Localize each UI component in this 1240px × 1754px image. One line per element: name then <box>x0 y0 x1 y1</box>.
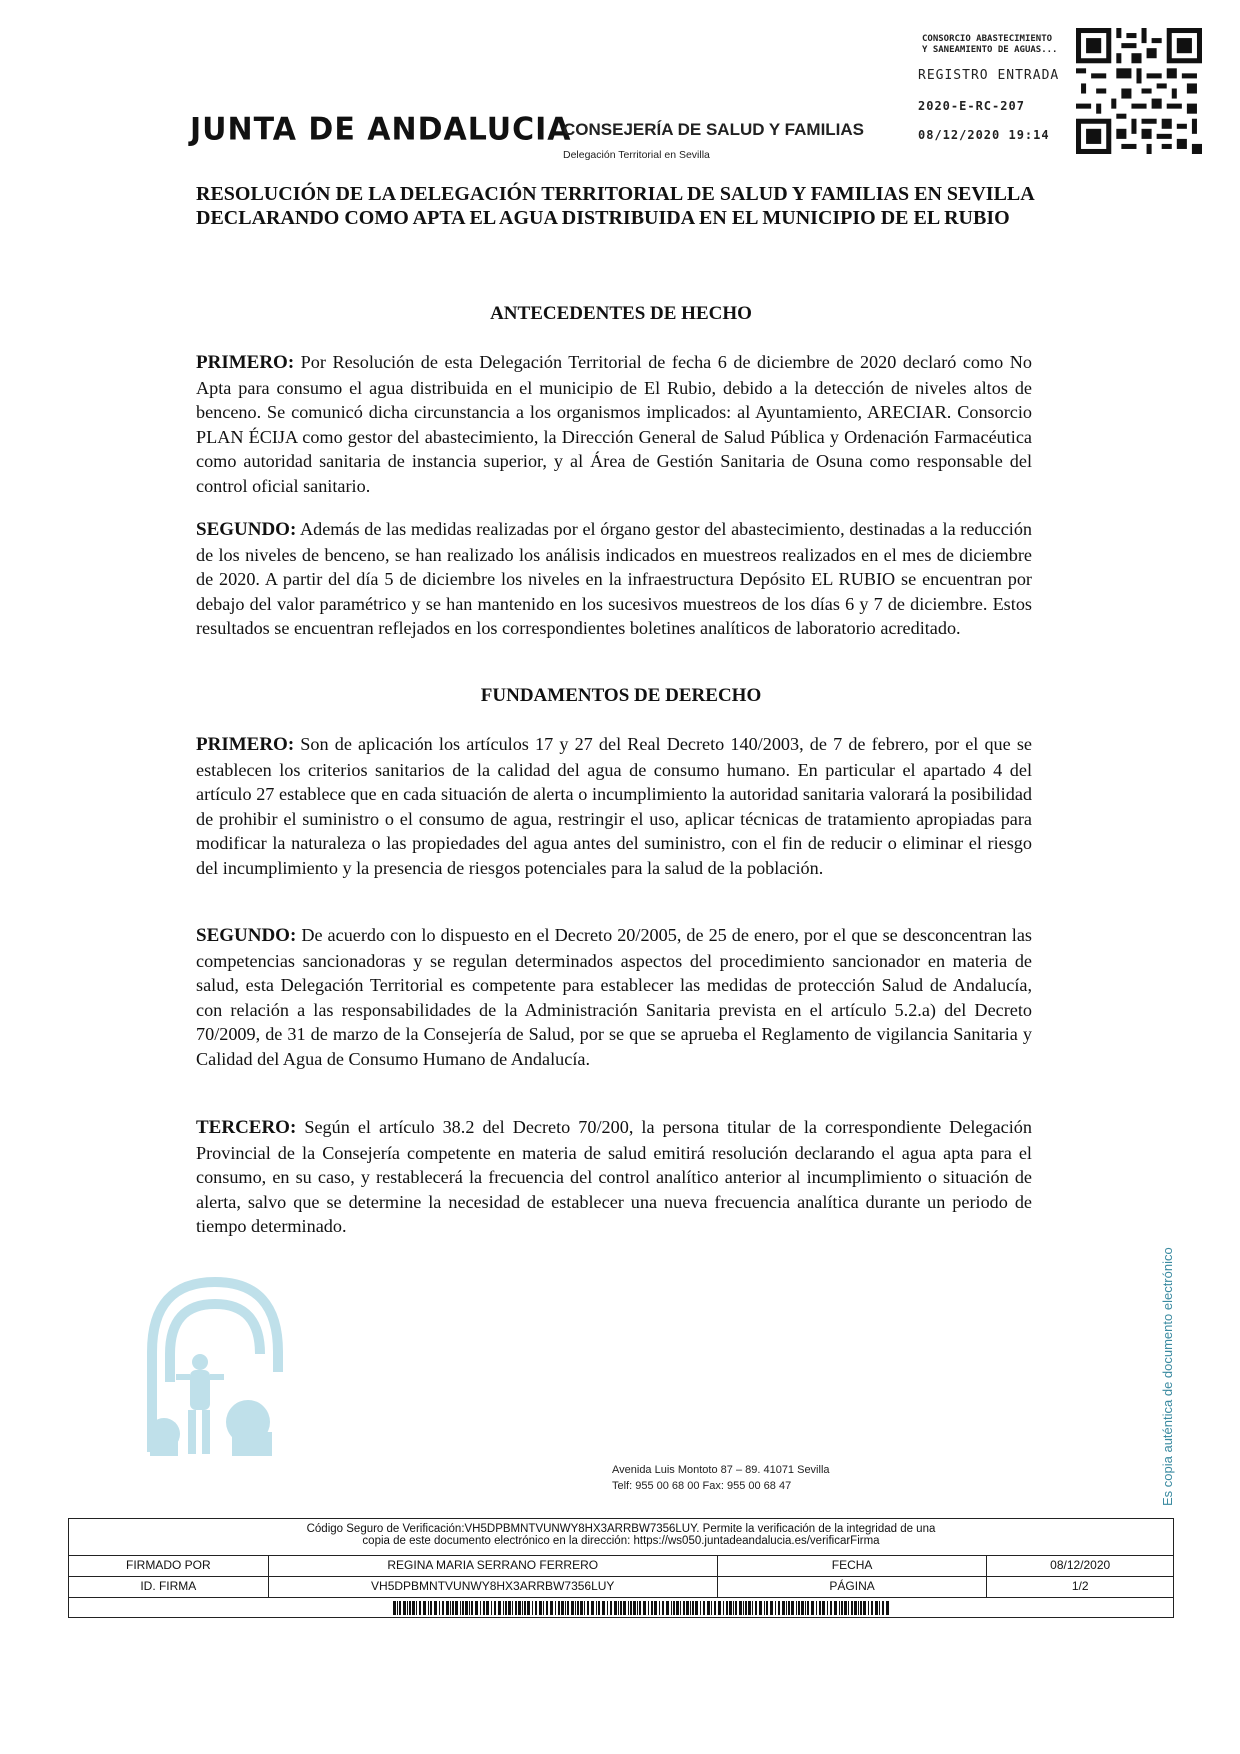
barcode-bar <box>788 1601 790 1615</box>
pagina-label: PÁGINA <box>718 1577 988 1597</box>
barcode-bar <box>508 1601 511 1615</box>
barcode-bar <box>539 1601 542 1615</box>
barcode-bar <box>460 1601 461 1615</box>
barcode-bar <box>515 1601 517 1615</box>
barcode-bar <box>690 1601 691 1615</box>
barcode-bar <box>770 1601 773 1615</box>
barcode-bar <box>498 1601 501 1615</box>
barcode-bar <box>816 1601 817 1615</box>
barcode-bar <box>651 1601 653 1615</box>
andalucia-emblem-icon <box>140 1262 290 1462</box>
barcode-bar <box>567 1601 569 1615</box>
registry-stamp-number: 2020-E-RC-207 <box>918 99 1025 113</box>
barcode-bar <box>851 1601 853 1615</box>
barcode-bar <box>714 1601 716 1615</box>
barcode-bar <box>782 1601 785 1615</box>
barcode-bar <box>483 1601 485 1615</box>
barcode-bar <box>643 1601 646 1615</box>
address-block <box>612 1462 830 1494</box>
barcode-bar <box>505 1601 507 1615</box>
barcode-row <box>69 1597 1173 1620</box>
barcode-bar <box>778 1601 780 1615</box>
barcode-bar <box>875 1601 878 1615</box>
barcode-bar <box>659 1601 660 1615</box>
registry-stamp-label: REGISTRO ENTRADA <box>918 68 1060 83</box>
registry-stamp-org-line2: Y SANEAMIENTO DE AGUAS... <box>922 45 1058 55</box>
address-line: Avenida Luis Montoto 87 – 89. 41071 Sevilla <box>612 1464 830 1476</box>
antecedentes-segundo <box>196 517 1032 641</box>
barcode-bar <box>524 1601 526 1615</box>
barcode-bar <box>860 1601 862 1615</box>
barcode-bar <box>419 1601 421 1615</box>
barcode-bar <box>471 1601 473 1615</box>
fundamentos-segundo <box>196 923 1032 1072</box>
barcode-bar <box>819 1601 821 1615</box>
barcode-bar <box>700 1601 701 1615</box>
barcode-bar <box>805 1601 806 1615</box>
barcode-bar <box>827 1601 828 1615</box>
qr-code-icon <box>1076 28 1202 154</box>
barcode-bar <box>703 1601 705 1615</box>
barcode-bar <box>571 1601 574 1615</box>
barcode-bar <box>723 1601 724 1615</box>
barcode-bar <box>399 1601 401 1615</box>
barcode-bar <box>543 1601 544 1615</box>
barcode-bar <box>580 1601 583 1615</box>
barcode-bar <box>446 1601 449 1615</box>
barcode-bar <box>546 1601 548 1615</box>
barcode-bar <box>503 1601 504 1615</box>
barcode-bar <box>442 1601 444 1615</box>
barcode-bar <box>409 1601 411 1615</box>
barcode-bar <box>434 1601 437 1615</box>
antecedentes-primero-text: Por Resolución de esta Delegación Territorial de fecha 6 de diciembre de 2020 declaró como No Apta para consumo el agua distribuida en el municipio de El Rubio, debido a la detección de niveles altos de benceno. Se comunicó dicha circunstancia a los organismos implicados: al Ayuntamiento, ARECIAR. Consorcio PLAN ÉCIJA como gestor del abastecimiento, la Dirección General de Salud Pública y Ordenación Farmacéutica como autoridad sanitaria de instancia superior, y al Área de Gestión Sanitaria de Osuna como responsable del control oficial sanitario. <box>196 352 1033 496</box>
fundamentos-heading: FUNDAMENTOS DE DERECHO <box>480 685 762 706</box>
fundamentos-primero-label: PRIMERO: <box>196 734 295 755</box>
barcode-bar <box>822 1601 825 1615</box>
barcode-bar <box>455 1601 458 1615</box>
fundamentos-segundo-text: De acuerdo con lo dispuesto en el Decreto 20/2005, de 25 de enero, por el que se desconcentran las competencias sancionadoras y se regulan determinados aspectos del procedimiento sancionador en materia de salud, esta Delegación Territorial es competente para establecer las medidas de protección Salud de Andalucía, con relación a las responsabilidades de la Administración Sanitaria prevista en el artículo 5.2.a) del Decreto 70/2009, de 31 de marzo de la Consejería de Salud, por se que se aprueba el Reglamento de vigilancia Sanitaria y Calidad del Agua de Consumo Humano de Andalucía. <box>196 925 1032 1069</box>
barcode-bar <box>796 1601 797 1615</box>
fundamentos-primero-text: Son de aplicación los artículos 17 y 27 del Real Decreto 140/2003, de 7 de febrero, por el que se establecen los criterios sanitarios de la calidad del agua de consumo humano. En particular el apartado 4 del artículo 27 establece que en cada situación de alerta o incumplimiento la autoridad sanitaria valorará la posibilidad de prohibir el suministro o el consumo de agua, restringir el uso, aplicar técnicas de tratamiento apropiadas para modificar la naturaleza o las propiedades del agua antes del suministro, con el fin de reducir o eliminar el riesgo del incumplimiento y la presencia de riesgos potenciales para la salud de la población. <box>196 734 1032 878</box>
barcode-bar <box>686 1601 689 1615</box>
barcode-bar <box>614 1601 617 1615</box>
barcode-bar <box>598 1601 600 1615</box>
barcode-bar <box>430 1601 432 1615</box>
barcode-bar <box>486 1601 489 1615</box>
barcode-bar <box>791 1601 794 1615</box>
barcode-bar <box>798 1601 800 1615</box>
barcode-bar <box>886 1601 889 1615</box>
fundamentos-tercero-text: Según el artículo 38.2 del Decreto 70/200, la persona titular de la correspondiente Delegación Provincial de la Consejería competente en materia de salud emitirá resolución declarando el agua apta para el consumo, en su caso, y restablecerá la frecuencia del control analítico anterior al incumplimiento o situación de alerta, salvo que se determine la necesidad de establecer una nueva frecuencia analítica durante un periodo de tiempo determinado. <box>196 1117 1032 1237</box>
barcode-bar <box>630 1601 632 1615</box>
antecedentes-heading: ANTECEDENTES DE HECHO <box>490 303 752 324</box>
barcode-bar <box>733 1601 734 1615</box>
barcode-bar <box>480 1601 481 1615</box>
registry-stamp-org-line1: CONSORCIO ABASTECIMIENTO <box>922 34 1053 44</box>
registry-stamp-datetime: 08/12/2020 19:14 <box>918 128 1050 142</box>
barcode-bar <box>491 1601 492 1615</box>
barcode-bar <box>637 1601 638 1615</box>
fecha-value: 08/12/2020 <box>1050 1558 1111 1572</box>
barcode-bar <box>671 1601 672 1615</box>
barcode-bar <box>620 1601 622 1615</box>
barcode-bar <box>844 1601 847 1615</box>
barcode-bar <box>596 1601 597 1615</box>
barcode-bar <box>854 1601 857 1615</box>
fundamentos-tercero-label: TERCERO: <box>196 1117 297 1138</box>
barcode-bar <box>735 1601 737 1615</box>
barcode-bar <box>403 1601 406 1615</box>
barcode-bar <box>535 1601 537 1615</box>
barcode-bar <box>786 1601 787 1615</box>
barcode-bar <box>718 1601 721 1615</box>
barcode-bar <box>610 1601 612 1615</box>
barcode-bar <box>428 1601 429 1615</box>
barcode-bar <box>639 1601 641 1615</box>
junta-de-andalucia-logo: JUNTA DE ANDALUCIA <box>190 111 572 148</box>
barcode-bar <box>764 1601 765 1615</box>
fundamentos-primero <box>196 732 1032 881</box>
barcode-bar <box>882 1601 884 1615</box>
barcode-bar <box>759 1601 762 1615</box>
barcode-bar <box>623 1601 626 1615</box>
barcode-bar <box>633 1601 636 1615</box>
signature-verification-box <box>68 1518 1174 1618</box>
fundamentos-tercero <box>196 1115 1032 1239</box>
barcode-bar <box>673 1601 675 1615</box>
barcode-bar <box>662 1601 664 1615</box>
antecedentes-primero <box>196 350 1032 499</box>
barcode-bar <box>393 1601 396 1615</box>
barcode-bar <box>839 1601 840 1615</box>
verification-line-1: Código Seguro de Verificación:VH5DPBMNTVUNWY8HX3ARRBW7356LUY. Permite la verificación de la integridad de una <box>306 1523 936 1535</box>
resolution-title: RESOLUCIÓN DE LA DELEGACIÓN TERRITORIAL DE SALUD Y FAMILIAS EN SEVILLA DECLARANDO COMO APTA EL AGUA DISTRIBUIDA EN EL MUNICIPIO DE EL RUBIO <box>196 183 1034 229</box>
barcode-bar <box>550 1601 553 1615</box>
barcode-bar <box>680 1601 681 1615</box>
barcode-bar <box>755 1601 757 1615</box>
barcode-bar <box>707 1601 710 1615</box>
barcode-bar <box>775 1601 776 1615</box>
barcode-bar <box>807 1601 809 1615</box>
barcode-bar <box>602 1601 605 1615</box>
antecedentes-segundo-label: SEGUNDO: <box>196 519 297 540</box>
firmado-por-value: REGINA MARIA SERRANO FERRERO <box>269 1556 718 1576</box>
barcode-bar <box>494 1601 496 1615</box>
barcode-bar <box>555 1601 556 1615</box>
barcode-bar <box>527 1601 530 1615</box>
barcode-bar <box>412 1601 415 1615</box>
barcode-bar <box>695 1601 698 1615</box>
barcode-bar <box>577 1601 579 1615</box>
barcode-bar <box>423 1601 426 1615</box>
barcode-bar <box>745 1601 747 1615</box>
fundamentos-segundo-label: SEGUNDO: <box>196 925 297 946</box>
barcode-bar <box>469 1601 470 1615</box>
phone-fax-line: Telf: 955 00 68 00 Fax: 955 00 68 47 <box>612 1480 792 1492</box>
barcode-bar <box>439 1601 440 1615</box>
barcode-bar <box>871 1601 873 1615</box>
barcode-bar <box>683 1601 685 1615</box>
barcode-bar <box>618 1601 619 1615</box>
delegacion-subtitle: Delegación Territorial en Sevilla <box>563 149 710 161</box>
barcode-bar <box>666 1601 669 1615</box>
barcode-bar <box>834 1601 837 1615</box>
barcode-icon <box>393 1601 893 1615</box>
barcode-bar <box>450 1601 451 1615</box>
id-firma-row <box>69 1576 1173 1597</box>
consejeria-title: CONSEJERÍA DE SALUD Y FAMILIAS <box>563 120 865 139</box>
barcode-bar <box>584 1601 585 1615</box>
barcode-bar <box>766 1601 768 1615</box>
barcode-bar <box>465 1601 468 1615</box>
barcode-bar <box>518 1601 521 1615</box>
barcode-bar <box>575 1601 576 1615</box>
barcode-bar <box>848 1601 849 1615</box>
barcode-bar <box>711 1601 712 1615</box>
barcode-bar <box>743 1601 744 1615</box>
barcode-bar <box>801 1601 804 1615</box>
antecedentes-segundo-text: Además de las medidas realizadas por el órgano gestor del abastecimiento, destinadas a la reducción de los niveles de benceno, se han realizado los análisis indicados en muestreos realizados en el mes de diciembre de 2020. A partir del día 5 de diciembre los niveles en la infraestructura Depósito EL RUBIO se encuentran por debajo del valor paramétrico y se han mantenido en los sucesivos muestreos de los días 6 y 7 de diciembre. Estos resultados se encuentran reflejados en los correspondientes boletines analíticos de laboratorio acreditado. <box>196 519 1033 639</box>
barcode-bar <box>587 1601 589 1615</box>
barcode-bar <box>532 1601 533 1615</box>
barcode-bar <box>868 1601 869 1615</box>
barcode-bar <box>676 1601 679 1615</box>
registry-stamp-org <box>922 34 1057 56</box>
barcode-bar <box>462 1601 464 1615</box>
barcode-bar <box>416 1601 417 1615</box>
authentic-copy-note: Es copia auténtica de documento electrónico <box>1160 1247 1175 1506</box>
barcode-bar <box>654 1601 657 1615</box>
barcode-bar <box>841 1601 843 1615</box>
antecedentes-primero-label: PRIMERO: <box>196 352 295 373</box>
barcode-bar <box>726 1601 728 1615</box>
barcode-bar <box>522 1601 523 1615</box>
verification-code <box>69 1523 1173 1547</box>
barcode-bar <box>591 1601 594 1615</box>
firmado-por-label: FIRMADO POR <box>69 1556 269 1576</box>
barcode-bar <box>830 1601 832 1615</box>
barcode-bar <box>607 1601 608 1615</box>
barcode-bar <box>811 1601 814 1615</box>
verification-line-2: copia de este documento electrónico en la dirección: https://ws050.juntadeandalucia.es/verificarFirma <box>362 1535 880 1547</box>
barcode-bar <box>863 1601 866 1615</box>
barcode-bar <box>729 1601 732 1615</box>
id-firma-label: ID. FIRMA <box>69 1577 269 1597</box>
barcode-bar <box>692 1601 694 1615</box>
barcode-bar <box>561 1601 564 1615</box>
barcode-bar <box>858 1601 859 1615</box>
barcode-bar <box>748 1601 751 1615</box>
barcode-bar <box>628 1601 629 1615</box>
barcode-bar <box>407 1601 408 1615</box>
id-firma-value: VH5DPBMNTVUNWY8HX3ARRBW7356LUY <box>269 1577 718 1597</box>
barcode-bar <box>565 1601 566 1615</box>
barcode-bar <box>397 1601 398 1615</box>
signer-row <box>69 1555 1173 1576</box>
barcode-bar <box>648 1601 649 1615</box>
barcode-bar <box>558 1601 560 1615</box>
barcode-bar <box>739 1601 742 1615</box>
barcode-bar <box>475 1601 478 1615</box>
barcode-bar <box>452 1601 454 1615</box>
fecha-label: FECHA <box>718 1556 988 1576</box>
barcode-bar <box>752 1601 753 1615</box>
pagina-value: 1/2 <box>1071 1579 1089 1593</box>
barcode-bar <box>512 1601 513 1615</box>
barcode-bar <box>879 1601 880 1615</box>
